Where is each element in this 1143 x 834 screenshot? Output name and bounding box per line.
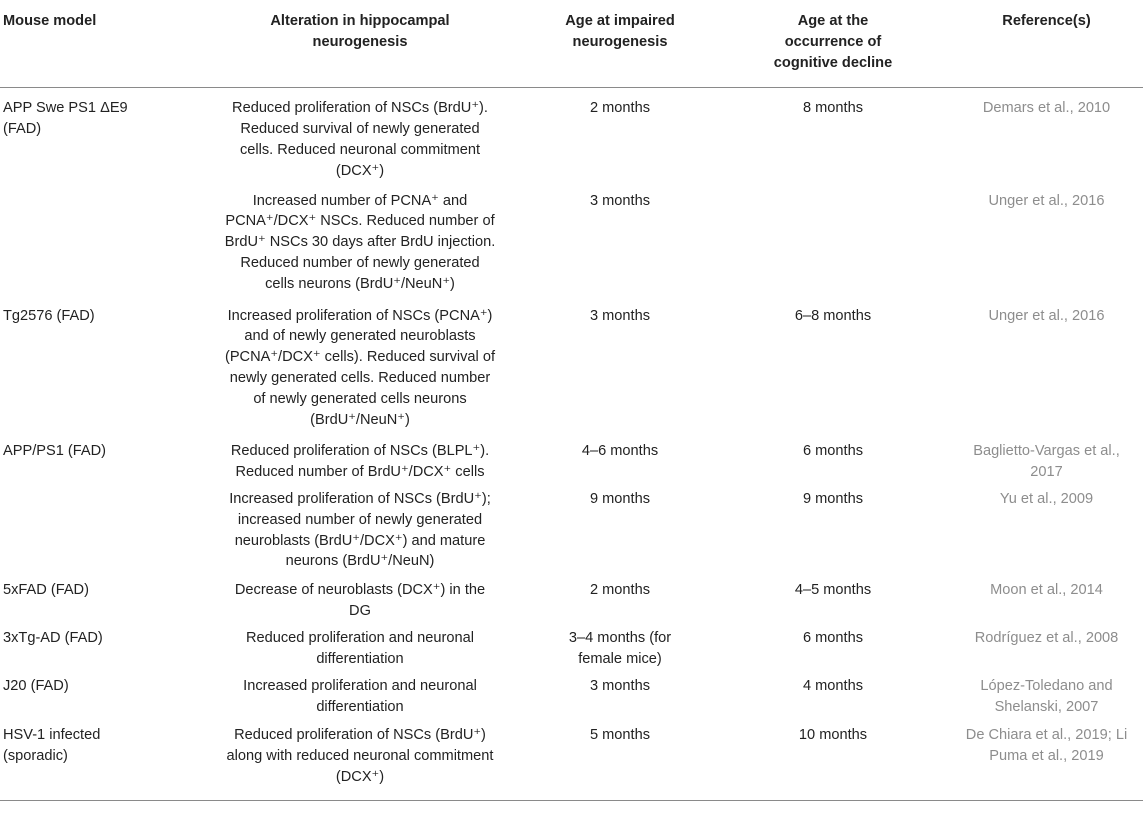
age-impaired-cell: 2 months: [589, 582, 651, 599]
age-impaired-cell: 3 months: [589, 307, 651, 324]
alteration-cell: Reduced proliferation of NSCs (BrdU⁺). Reduced survival of newly generated cells. Reduced neuronal commitment (DCX⁺): [232, 100, 488, 179]
table-row: [0, 191, 1143, 306]
age-cognitive-cell: [719, 191, 947, 306]
header-mouse-model: Mouse model: [0, 0, 199, 88]
alteration-cell: Increased proliferation of NSCs (PCNA⁺) and of newly generated neuroblasts (PCNA⁺/DCX⁺ cells). Reduced survival of newly generated cells. Reduced number of newly generated cells neurons (BrdU⁺/NeuN⁺): [224, 307, 496, 428]
mouse-model-cell: 5xFAD (FAD): [3, 582, 89, 599]
age-impaired-cell: 2 months: [589, 100, 651, 117]
age-impaired-cell: 5 months: [521, 725, 719, 801]
alteration-cell: Increased number of PCNA⁺ and PCNA⁺/DCX⁺ NSCs. Reduced number of BrdU⁺ NSCs 30 days after BrdU injection. Reduced number of newly generated cells neurons (BrdU⁺/NeuN⁺): [224, 192, 496, 292]
age-cognitive-cell: 6 months: [802, 443, 864, 460]
mouse-model-cell: [0, 191, 199, 306]
alteration-cell: Decrease of neuroblasts (DCX⁺) in the DG: [234, 582, 486, 619]
alteration-cell: Increased proliferation of NSCs (BrdU⁺); increased number of newly generated neuroblasts (BrdU⁺/DCX⁺) and mature neurons (BrdU⁺/NeuN): [229, 490, 491, 570]
age-impaired-cell: 3–4 months (for female mice): [568, 629, 672, 667]
age-impaired-cell: 4–6 months: [581, 443, 659, 460]
age-cognitive-cell: 6 months: [802, 629, 864, 646]
table-row: [0, 725, 1143, 801]
reference-cell: Demars et al., 2010: [982, 100, 1111, 117]
header-alteration: Alteration in hippocampal neurogenesis: [199, 0, 521, 88]
table-row: [0, 628, 1143, 677]
header-row: [0, 0, 1143, 88]
reference-cell: De Chiara et al., 2019; Li Puma et al., 2019: [947, 725, 1143, 801]
mouse-model-cell: APP/PS1 (FAD): [3, 443, 106, 460]
age-impaired-cell: 3 months: [589, 192, 651, 209]
age-cognitive-cell: 6–8 months: [794, 307, 872, 324]
reference-cell: López-Toledano and Shelanski, 2007: [980, 678, 1113, 716]
mouse-model-cell: APP Swe PS1 ΔE9 (FAD): [3, 100, 128, 138]
age-cognitive-cell: 9 months: [802, 490, 864, 507]
header-age-cognitive: Age at the occurrence of cognitive decline: [719, 0, 947, 88]
reference-cell: Unger et al., 2016: [988, 192, 1105, 209]
mouse-model-cell: J20 (FAD): [3, 678, 69, 695]
alteration-cell: Reduced proliferation of NSCs (BLPL⁺). Reduced number of BrdU⁺/DCX⁺ cells: [230, 443, 490, 481]
table-row: [0, 88, 1143, 191]
alteration-cell: Reduced proliferation and neuronal differentiation: [246, 629, 474, 667]
reference-cell: Rodríguez et al., 2008: [974, 629, 1119, 646]
age-cognitive-cell: 8 months: [802, 100, 864, 117]
age-impaired-cell: 3 months: [589, 678, 651, 695]
age-cognitive-cell: 4 months: [802, 678, 864, 695]
alteration-cell: Increased proliferation and neuronal differentiation: [243, 678, 477, 716]
age-impaired-cell: 9 months: [589, 490, 651, 507]
alteration-cell: Reduced proliferation of NSCs (BrdU⁺) along with reduced neuronal commitment (DCX⁺): [199, 725, 521, 801]
table-row: [0, 489, 1143, 580]
reference-cell: Yu et al., 2009: [999, 490, 1094, 507]
header-references: Reference(s): [947, 0, 1143, 88]
table-row: [0, 441, 1143, 489]
mouse-model-cell: 3xTg-AD (FAD): [3, 629, 103, 646]
mouse-model-cell: HSV-1 infected (sporadic): [0, 725, 199, 801]
table-row: [0, 676, 1143, 725]
age-cognitive-cell: 4–5 months: [794, 582, 872, 599]
reference-cell: Baglietto-Vargas et al., 2017: [973, 443, 1120, 481]
reference-cell: Moon et al., 2014: [990, 582, 1103, 599]
table-row: [0, 306, 1143, 442]
table-row: [0, 580, 1143, 628]
reference-cell: Unger et al., 2016: [988, 307, 1105, 324]
header-age-impaired: Age at impaired neurogenesis: [521, 0, 719, 88]
mouse-model-cell: Tg2576 (FAD): [3, 307, 95, 324]
mouse-model-cell: [0, 489, 199, 580]
age-cognitive-cell: 10 months: [719, 725, 947, 801]
